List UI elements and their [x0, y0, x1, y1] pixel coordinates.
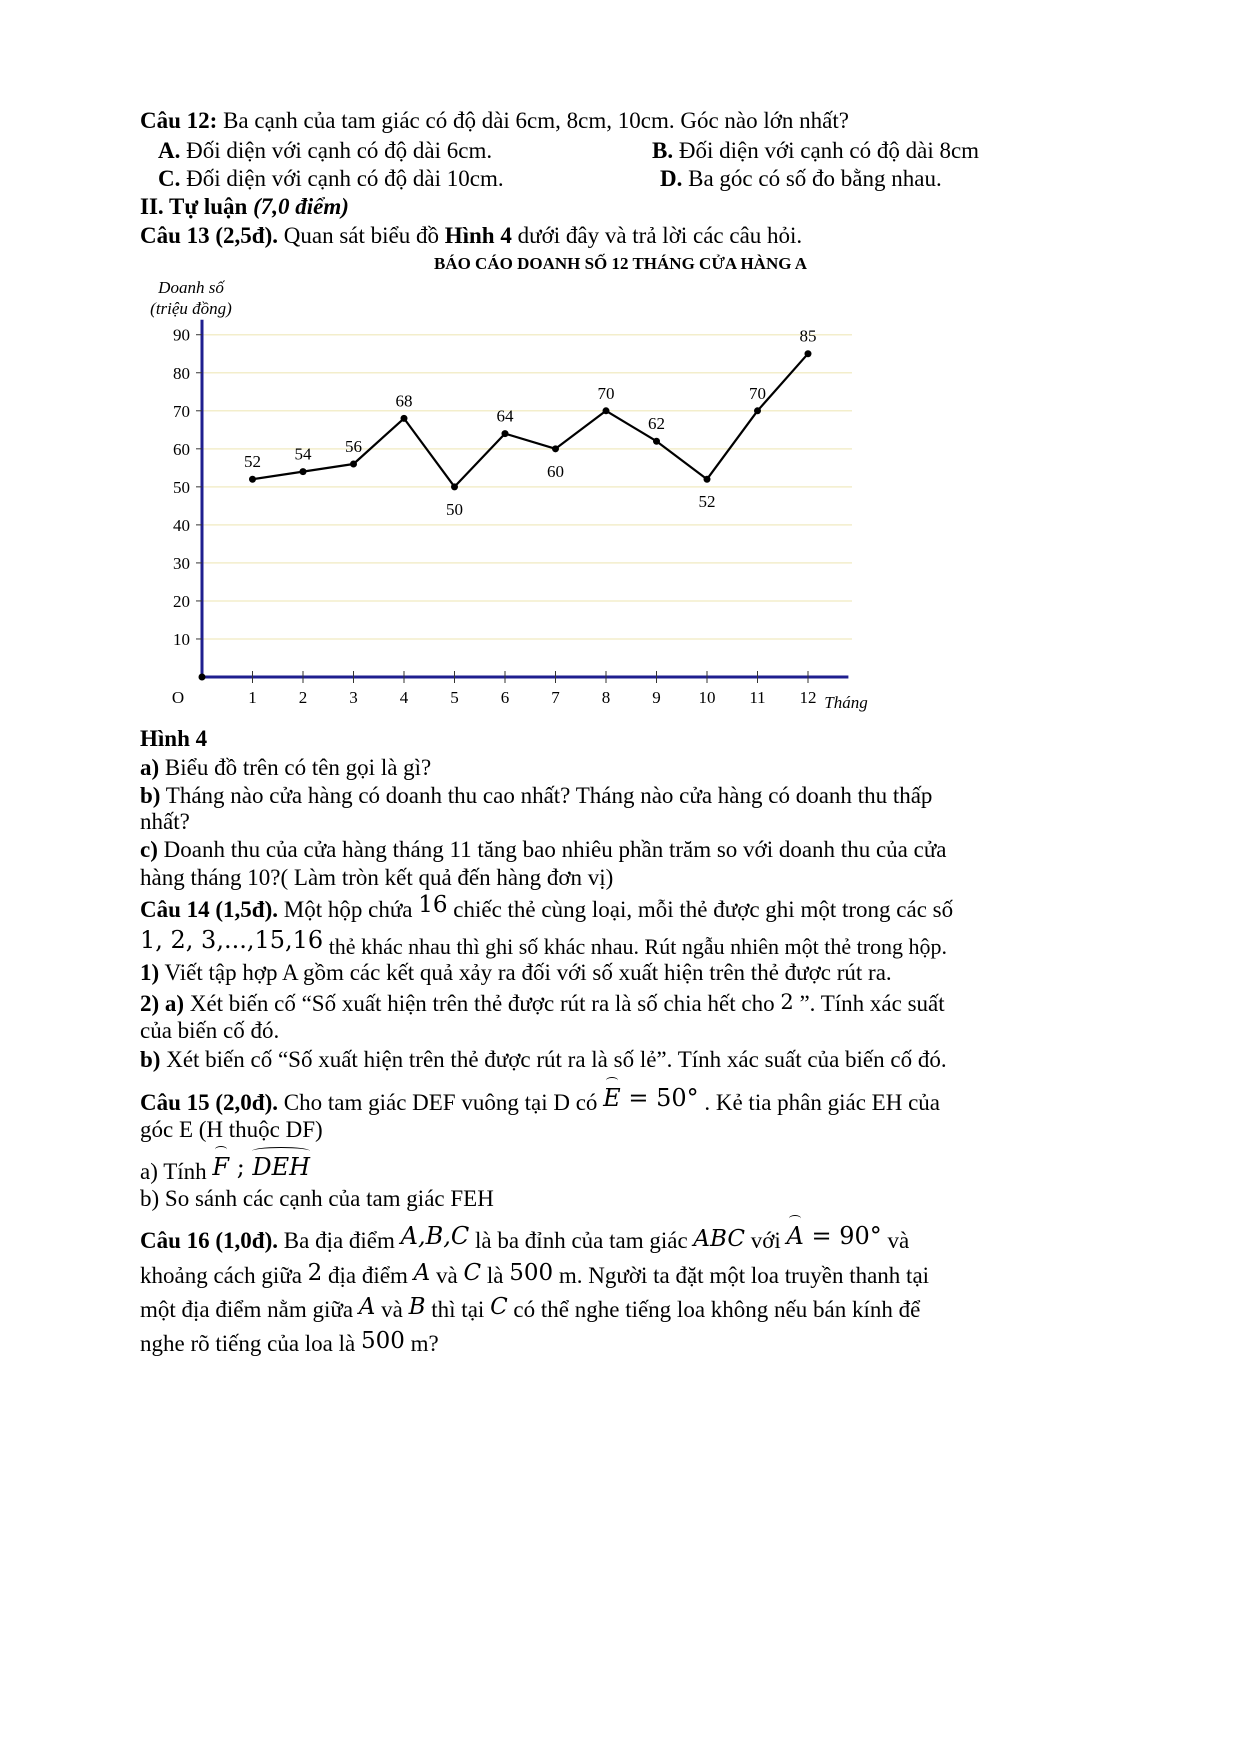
- q13-stem: [140, 221, 802, 251]
- q14-part-2b: [140, 1045, 947, 1075]
- data-label: 62: [648, 414, 665, 434]
- number-list: 1, 2, 3,...,15,16: [140, 926, 324, 954]
- x-tick-label: 5: [450, 688, 459, 707]
- part-text: Tháng nào cửa hàng có doanh thu cao nhất? Tháng nào cửa hàng có doanh thu thấp: [160, 783, 933, 808]
- number: 500: [360, 1328, 405, 1354]
- option-text: Đối diện với cạnh có độ dài 8cm: [673, 138, 980, 163]
- data-label: 52: [244, 452, 261, 472]
- data-label: 70: [749, 383, 766, 403]
- point-b: B: [408, 1294, 426, 1320]
- q13-label: Câu 13 (2,5đ).: [140, 223, 279, 248]
- part-label: b): [140, 1047, 161, 1072]
- triangle-abc: ABC: [693, 1226, 745, 1252]
- q13-part-c-cont: [140, 863, 613, 893]
- data-label: 54: [294, 444, 312, 464]
- data-label: 50: [446, 499, 463, 519]
- part-text: Viết tập hợp A gồm các kết quả xảy ra đối với số xuất hiện trên thẻ được rút ra.: [159, 960, 892, 985]
- x-tick-label: 2: [298, 688, 308, 707]
- q13-text: dưới đây và trả lời các câu hỏi.: [511, 223, 803, 248]
- angle-value: = 90°: [803, 1222, 882, 1250]
- q16-text: với: [744, 1228, 787, 1253]
- x-tick-label: 6: [500, 688, 510, 707]
- option-key: C.: [158, 166, 181, 191]
- y-tick-label: 10: [173, 629, 190, 649]
- x-tick-label: 12: [799, 688, 817, 707]
- y-tick-label: 40: [173, 515, 190, 535]
- part-text: Biểu đồ trên có tên gọi là gì?: [159, 755, 432, 780]
- part-label: c): [140, 837, 158, 862]
- q12-text: Ba cạnh của tam giác có độ dài 6cm, 8cm, 10cm. Góc nào lớn nhất?: [217, 108, 849, 133]
- x-tick-label: 7: [551, 688, 560, 707]
- data-point: [552, 445, 559, 452]
- separator: ;: [229, 1153, 253, 1181]
- part-text: của biến cố đó.: [140, 1018, 280, 1043]
- points-abc: A,B,C: [400, 1222, 470, 1250]
- point-a: A: [413, 1260, 431, 1286]
- option-text: Đối diện với cạnh có độ dài 6cm.: [180, 138, 493, 163]
- data-point: [754, 407, 761, 414]
- q12-option-a: [158, 136, 492, 166]
- y-tick-label: 50: [173, 477, 190, 497]
- q12-option-b: [652, 136, 979, 166]
- data-label: 60: [547, 461, 564, 481]
- section-2-title: [140, 192, 349, 222]
- q14-part-2a: [140, 989, 945, 1019]
- part-text: Xét biến cố “Số xuất hiện trên thẻ được rút ra là số chia hết cho: [184, 991, 781, 1016]
- data-label: 70: [597, 383, 615, 403]
- option-text: Đối diện với cạnh có độ dài 10cm.: [180, 166, 504, 191]
- angle-f: F: [212, 1153, 230, 1181]
- y-axis-label: Doanh số: [158, 278, 224, 297]
- figure-ref: Hình 4: [444, 223, 512, 248]
- data-point: [249, 476, 256, 483]
- data-point: [603, 407, 610, 414]
- data-point: [704, 476, 711, 483]
- q14-text: chiếc thẻ cùng loại, mỗi thẻ được ghi một trong các số: [447, 897, 954, 922]
- q16-line-1: [140, 1222, 910, 1256]
- part-label: 1): [140, 960, 160, 985]
- part-text: Doanh thu của cửa hàng tháng 11 tăng bao nhiêu phần trăm so với doanh thu của cửa: [157, 837, 947, 862]
- q16-text: là: [481, 1263, 510, 1288]
- x-tick-label: 4: [399, 688, 409, 707]
- number: 500: [509, 1260, 554, 1286]
- q15-part-b: [140, 1184, 494, 1214]
- x-axis-label: Tháng: [824, 693, 868, 712]
- angle-value: = 50°: [620, 1084, 699, 1112]
- q16-text: Ba địa điểm: [278, 1228, 401, 1253]
- data-point: [805, 350, 812, 357]
- data-label: 85: [799, 326, 817, 346]
- point-a: A: [358, 1294, 376, 1320]
- q14-label: Câu 14 (1,5đ).: [140, 897, 279, 922]
- data-point: [401, 415, 408, 422]
- number: 2: [307, 1260, 323, 1286]
- q16-text: là ba đỉnh của tam giác: [469, 1228, 694, 1253]
- y-tick-label: 90: [173, 325, 190, 345]
- angle-a: A: [786, 1222, 804, 1250]
- angle-e: E: [603, 1084, 621, 1112]
- q14-text: thẻ khác nhau thì ghi số khác nhau. Rút ngẫu nhiên một thẻ trong hộp.: [323, 934, 948, 959]
- section-points: (7,0 điểm): [253, 194, 349, 219]
- data-label: 56: [345, 437, 362, 457]
- part-text: hàng tháng 10?( Làm tròn kết quả đến hàng đơn vị): [140, 865, 614, 890]
- q16-text: m. Người ta đặt một loa truyền thanh tại: [553, 1263, 930, 1288]
- part-label: b): [140, 783, 161, 808]
- q15-text: góc E (H thuộc DF): [140, 1117, 323, 1142]
- section-title: II. Tự luận: [140, 194, 254, 219]
- x-tick-label: 9: [652, 688, 661, 707]
- q13-part-b-cont: [140, 807, 190, 837]
- y-tick-label: 80: [173, 363, 190, 383]
- part-text: b) So sánh các cạnh của tam giác FEH: [140, 1186, 494, 1211]
- q16-text: một địa điểm nằm giữa: [140, 1297, 359, 1322]
- q15-part-a: [140, 1153, 311, 1187]
- number: 16: [418, 892, 448, 918]
- q16-text: và: [375, 1297, 409, 1322]
- x-tick-label: 3: [349, 688, 358, 707]
- point-c: C: [490, 1294, 508, 1320]
- q16-line-2: [140, 1261, 929, 1291]
- number: 2: [780, 990, 794, 1014]
- q14-part-2a-cont: [140, 1016, 279, 1046]
- q16-text: khoảng cách giữa: [140, 1263, 308, 1288]
- part-text: Xét biến cố “Số xuất hiện trên thẻ được rút ra là số lẻ”. Tính xác suất của biến cố đó.: [160, 1047, 947, 1072]
- y-tick-label: 70: [173, 401, 190, 421]
- data-point: [653, 438, 660, 445]
- part-label: 2) a): [140, 991, 185, 1016]
- figure-caption: [140, 724, 207, 754]
- q14-part-1: [140, 958, 892, 988]
- q16-text: có thể nghe tiếng loa không nếu bán kính để: [507, 1297, 921, 1322]
- q13-part-c: [140, 835, 947, 865]
- part-label: a): [140, 755, 160, 780]
- point-c: C: [463, 1260, 482, 1286]
- q14-stem-cont: [140, 925, 948, 959]
- figure-caption-text: Hình 4: [140, 726, 208, 751]
- q16-text: nghe rõ tiếng của loa là: [140, 1331, 361, 1356]
- angle-deh: DEH: [252, 1153, 311, 1181]
- q12-option-d: [660, 164, 942, 194]
- x-tick-label: 10: [698, 688, 716, 707]
- q16-text: thì tại: [425, 1297, 491, 1322]
- x-tick-label: 11: [749, 688, 766, 707]
- data-label: 52: [698, 492, 716, 512]
- data-point: [502, 430, 509, 437]
- q14-text: Một hộp chứa: [278, 897, 419, 922]
- option-key: B.: [652, 138, 674, 163]
- q15-text: . Kẻ tia phân giác EH của: [698, 1090, 941, 1115]
- part-text: ”. Tính xác suất: [793, 991, 945, 1016]
- x-tick-label: 1: [248, 688, 257, 707]
- q13-part-a: [140, 753, 431, 783]
- q16-text: và: [430, 1263, 464, 1288]
- data-label: 64: [496, 406, 514, 426]
- y-tick-label: 20: [173, 591, 190, 611]
- part-text: nhất?: [140, 809, 190, 834]
- x-tick-label: 8: [601, 688, 611, 707]
- y-tick-label: 60: [173, 439, 190, 459]
- q13-part-b: [140, 781, 932, 811]
- q12-option-c: [158, 164, 504, 194]
- q15-stem-cont: [140, 1115, 323, 1145]
- q15-text: Cho tam giác DEF vuông tại D có: [278, 1090, 604, 1115]
- data-point: [300, 468, 307, 475]
- chart-title: BÁO CÁO DOANH SỐ 12 THÁNG CỬA HÀNG A: [433, 254, 808, 273]
- q12-stem: [140, 106, 849, 136]
- q15-stem: [140, 1084, 941, 1118]
- origin-label: O: [171, 688, 185, 707]
- option-text: Ba góc có số đo bằng nhau.: [682, 166, 942, 191]
- y-axis-label: (triệu đồng): [150, 299, 232, 318]
- origin-dot: [199, 674, 206, 681]
- q14-stem: [140, 892, 954, 925]
- q16-line-4: [140, 1329, 439, 1359]
- data-label: 68: [395, 391, 413, 411]
- option-key: A.: [158, 138, 181, 163]
- part-text: a) Tính: [140, 1159, 213, 1184]
- q16-line-3: [140, 1295, 920, 1325]
- q15-label: Câu 15 (2,0đ).: [140, 1090, 279, 1115]
- q13-text: Quan sát biểu đồ: [278, 223, 445, 248]
- q16-label: Câu 16 (1,0đ).: [140, 1228, 279, 1253]
- q12-label: Câu 12:: [140, 108, 218, 133]
- data-point: [451, 483, 458, 490]
- q16-text: và: [881, 1228, 910, 1253]
- data-point: [350, 461, 357, 468]
- y-tick-label: 30: [173, 553, 190, 573]
- q16-text: địa điểm: [322, 1263, 414, 1288]
- line-chart: [0, 270, 1241, 720]
- q16-text: m?: [404, 1331, 439, 1356]
- data-line: [253, 354, 809, 487]
- option-key: D.: [660, 166, 683, 191]
